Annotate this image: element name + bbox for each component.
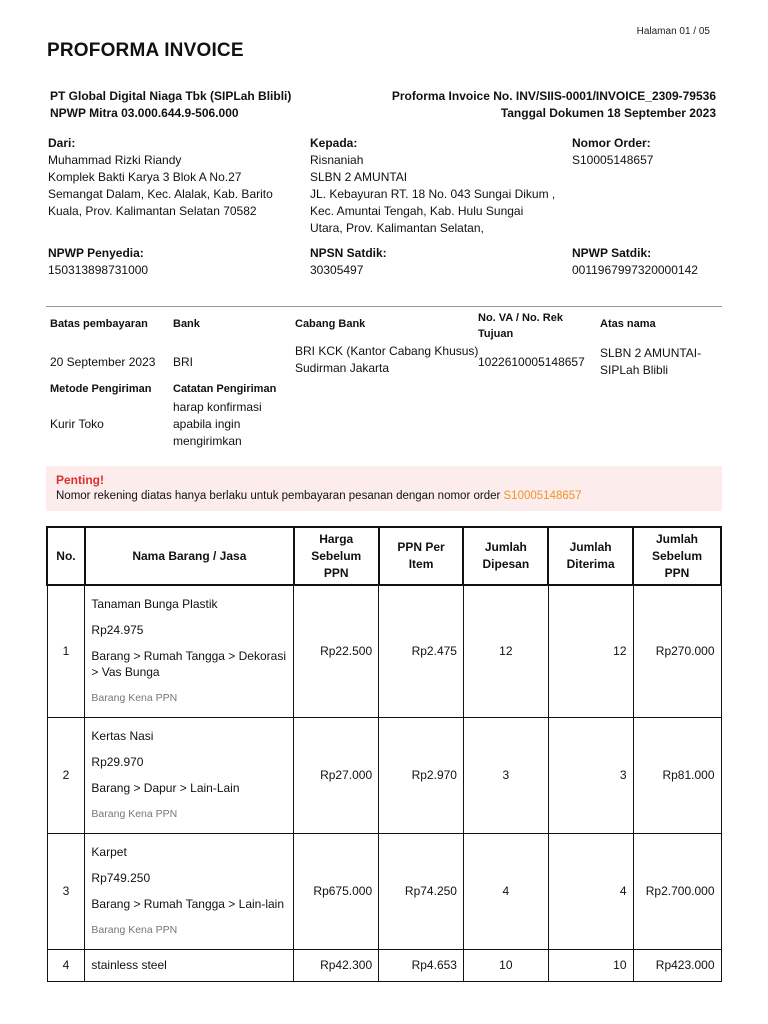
row-no: 4 — [47, 949, 85, 981]
row-ppn: Rp2.970 — [379, 717, 464, 833]
provider-npwp-block — [48, 245, 148, 279]
header-received: Jumlah Diterima — [548, 527, 633, 585]
item-unit-price: Rp24.975 — [91, 623, 144, 638]
row-ordered: 4 — [463, 833, 548, 949]
header-total: Jumlah Sebelum PPN — [633, 527, 721, 585]
satdik-npwp-label: NPWP Satdik: — [572, 246, 652, 260]
from-line: Kuala, Prov. Kalimantan Selatan 70582 — [48, 204, 257, 218]
item-name: Tanaman Bunga Plastik — [91, 597, 218, 612]
npsn-block — [310, 245, 387, 279]
npsn-value: 30305497 — [310, 263, 364, 277]
item-name: stainless steel — [91, 958, 167, 972]
to-block — [310, 135, 555, 237]
table-header-row — [47, 527, 721, 585]
row-ppn: Rp74.250 — [379, 833, 464, 949]
header-ordered: Jumlah Dipesan — [463, 527, 548, 585]
notice-message: Nomor rekening diatas hanya berlaku untuk pembayaran pesanan dengan nomor order S10005148657 — [56, 490, 582, 502]
header-ppn: PPN Per Item — [379, 527, 464, 585]
holder-value: SLBN 2 AMUNTAI- SIPLah Blibli — [600, 346, 702, 377]
to-line: Risnaniah — [310, 153, 364, 167]
item-unit-price: Rp29.970 — [91, 755, 144, 769]
item-category: Barang > Rumah Tangga > Dekorasi > Vas Bunga — [91, 649, 286, 680]
to-line: Kec. Amuntai Tengah, Kab. Hulu Sungai — [310, 204, 524, 218]
provider-npwp-value: 150313898731000 — [48, 263, 149, 277]
item-tax-note: Barang Kena PPN — [91, 692, 178, 705]
table-row — [47, 833, 721, 949]
from-line: Komplek Bakti Karya 3 Blok A No.27 — [48, 170, 242, 184]
row-ppn: Rp2.475 — [379, 585, 464, 717]
item-name: Kertas Nasi — [91, 729, 154, 743]
item-category: Barang > Rumah Tangga > Lain-lain — [91, 897, 285, 911]
row-total: Rp2.700.000 — [633, 833, 721, 949]
row-received: 10 — [548, 949, 633, 981]
row-item — [85, 833, 294, 949]
seller-name: PT Global Digital Niaga Tbk (SIPLah Blibli) — [50, 89, 292, 103]
header-name: Nama Barang / Jasa — [85, 527, 294, 585]
page-title: PROFORMA INVOICE — [47, 40, 244, 61]
row-total: Rp270.000 — [633, 585, 721, 717]
row-ppn: Rp4.653 — [379, 949, 464, 981]
row-no: 1 — [47, 585, 85, 717]
order-number: S10005148657 — [572, 153, 654, 167]
row-no: 2 — [47, 717, 85, 833]
seller-block — [50, 88, 291, 122]
row-received: 4 — [548, 833, 633, 949]
order-block — [572, 135, 653, 169]
invoice-date: Tanggal Dokumen 18 September 2023 — [500, 106, 716, 120]
shipping-note-value: harap konfirmasi apabila ingin mengirimkan — [173, 400, 262, 448]
va-value: 1022610005148657 — [478, 355, 585, 369]
from-label: Dari: — [48, 136, 76, 150]
row-price: Rp675.000 — [294, 833, 379, 949]
shipping-note-label: Catatan Pengiriman — [173, 383, 277, 395]
important-notice — [46, 466, 722, 511]
row-no: 3 — [47, 833, 85, 949]
row-price: Rp27.000 — [294, 717, 379, 833]
row-total: Rp81.000 — [633, 717, 721, 833]
items-table — [46, 526, 722, 982]
header-price: Harga Sebelum PPN — [294, 527, 379, 585]
header-no: No. — [47, 527, 85, 585]
due-date-label: Batas pembayaran — [50, 318, 148, 330]
shipping-method-label: Metode Pengiriman — [50, 383, 152, 395]
page-number: Halaman 01 / 05 — [636, 26, 710, 37]
branch-value: BRI KCK (Kantor Cabang Khusus) Sudirman Jakarta — [295, 344, 479, 375]
satdik-npwp-block — [572, 245, 698, 279]
row-price: Rp42.300 — [294, 949, 379, 981]
notice-order-number: S10005148657 — [503, 490, 582, 502]
holder-label: Atas nama — [600, 318, 656, 330]
row-item — [85, 717, 294, 833]
order-label: Nomor Order: — [572, 136, 651, 150]
invoice-block — [392, 88, 716, 122]
item-category: Barang > Dapur > Lain-Lain — [91, 781, 240, 795]
row-received: 3 — [548, 717, 633, 833]
npsn-label: NPSN Satdik: — [310, 246, 387, 260]
row-ordered: 3 — [463, 717, 548, 833]
row-received: 12 — [548, 585, 633, 717]
provider-npwp-label: NPWP Penyedia: — [48, 246, 144, 260]
row-price: Rp22.500 — [294, 585, 379, 717]
to-line: Utara, Prov. Kalimantan Selatan, — [310, 221, 484, 235]
satdik-npwp-value: 0011967997320000142 — [572, 263, 698, 277]
row-item — [85, 949, 294, 981]
to-label: Kepada: — [310, 136, 358, 150]
from-line: Muhammad Rizki Riandy — [48, 153, 182, 167]
branch-label: Cabang Bank — [295, 318, 366, 330]
due-date-value: 20 September 2023 — [50, 355, 156, 369]
bank-label: Bank — [173, 318, 200, 330]
row-total: Rp423.000 — [633, 949, 721, 981]
table-row — [47, 717, 721, 833]
item-unit-price: Rp749.250 — [91, 871, 151, 885]
notice-title: Penting! — [56, 473, 104, 487]
row-item — [85, 585, 294, 717]
va-label: No. VA / No. Rek Tujuan — [478, 312, 563, 340]
from-line: Semangat Dalam, Kec. Alalak, Kab. Barito — [48, 187, 273, 201]
item-name: Karpet — [91, 845, 127, 859]
item-tax-note: Barang Kena PPN — [91, 808, 178, 820]
from-block — [48, 135, 273, 220]
to-line: SLBN 2 AMUNTAI — [310, 170, 408, 184]
shipping-method-value: Kurir Toko — [50, 417, 104, 431]
table-row — [47, 585, 721, 717]
to-line: JL. Kebayuran RT. 18 No. 043 Sungai Dikum , — [310, 187, 556, 201]
row-ordered: 10 — [463, 949, 548, 981]
item-tax-note: Barang Kena PPN — [91, 924, 178, 936]
table-row — [47, 949, 721, 981]
bank-value: BRI — [173, 355, 194, 369]
row-ordered: 12 — [463, 585, 548, 717]
invoice-number: Proforma Invoice No. INV/SIIS-0001/INVOICE_2309-79536 — [391, 89, 716, 103]
seller-npwp: NPWP Mitra 03.000.644.9-506.000 — [50, 106, 239, 120]
section-divider — [46, 306, 722, 307]
